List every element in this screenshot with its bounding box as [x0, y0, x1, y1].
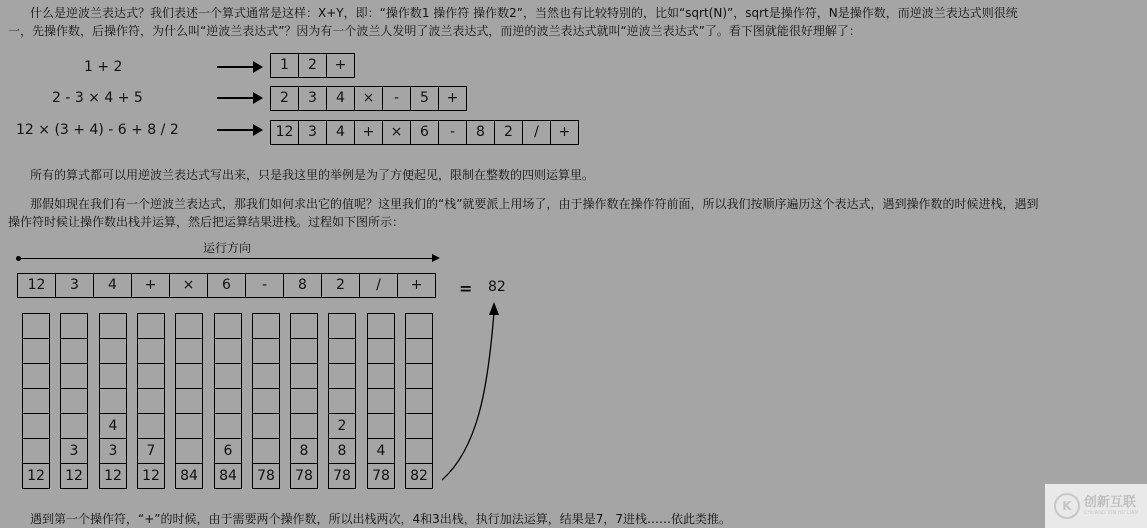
stack-snapshot	[99, 313, 127, 489]
stack-cell: 4	[368, 439, 394, 464]
watermark-logo-icon: K	[1054, 493, 1080, 519]
watermark	[1045, 484, 1147, 528]
stack-cell	[61, 414, 87, 439]
stack-cell: 12	[142, 468, 160, 484]
example-infix-3: 12 × (3 + 4) - 6 + 8 / 2	[16, 122, 179, 138]
stack-cell	[329, 389, 355, 414]
postfix-token: -	[439, 121, 467, 144]
stack-cell	[406, 364, 432, 389]
postfix-token: 2	[271, 87, 299, 110]
stack-cell	[61, 314, 87, 339]
stack-cell	[406, 439, 432, 464]
evaluation-token: 3	[56, 274, 94, 297]
evaluation-postfix-row	[17, 273, 436, 298]
stack-cell	[100, 314, 126, 339]
stack-cell	[215, 314, 241, 339]
stack-cell	[253, 389, 279, 414]
stack-cell	[329, 339, 355, 364]
postfix-token: 2	[299, 54, 327, 77]
stack-snapshot	[22, 313, 50, 489]
stack-cell: 12	[27, 468, 45, 484]
stack-cell: 78	[295, 468, 313, 484]
stack-cell: 7	[138, 439, 164, 464]
stack-cell: 84	[180, 468, 198, 484]
stack-cell: 78	[372, 468, 390, 484]
stack-cell: 78	[333, 468, 351, 484]
direction-arrowhead	[432, 254, 440, 262]
stack-cell: 6	[215, 439, 241, 464]
stack-cell	[176, 389, 202, 414]
example-arrow-2	[217, 97, 261, 99]
postfix-token: ×	[355, 87, 383, 110]
stack-cell	[253, 339, 279, 364]
stack-cell	[253, 439, 279, 464]
footer-line: 遇到第一个操作符，“+”的时候，由于需要两个操作数，所以出栈两次，4和3出栈，执行加法运算，结果是7，7进栈……依此类推。	[30, 512, 732, 526]
evaluation-line-2: 操作符时候让操作数出栈并运算，然后把运算结果进栈。过程如下图所示：	[8, 215, 405, 229]
stack-cell	[138, 414, 164, 439]
stack-cell	[138, 339, 164, 364]
stack-cell	[215, 364, 241, 389]
stack-cell	[368, 414, 394, 439]
result-curve-arrow	[438, 298, 518, 488]
stack-cell	[368, 339, 394, 364]
stack-cell	[61, 364, 87, 389]
postfix-token: +	[327, 54, 355, 77]
stack-cell	[176, 314, 202, 339]
evaluation-token: +	[398, 274, 436, 297]
stack-snapshot	[137, 313, 165, 489]
example-postfix-3	[270, 120, 579, 145]
stack-cell	[329, 314, 355, 339]
evaluation-token: 6	[208, 274, 246, 297]
stack-cell	[100, 364, 126, 389]
stack-cell: 78	[257, 468, 275, 484]
stack-snapshot	[367, 313, 395, 489]
stack-cell	[291, 314, 317, 339]
postfix-token: 12	[271, 121, 299, 144]
stack-cell	[23, 414, 49, 439]
stack-snapshot	[328, 313, 356, 489]
postfix-token: 2	[495, 121, 523, 144]
stack-cell	[61, 339, 87, 364]
evaluation-line-1: 那假如现在我们有一个逆波兰表达式，那我们如何求出它的值呢？这里我们的“栈”就要派上用场了，由于操作数在操作符前面，所以我们按顺序遍历这个表达式，遇到操作数的时候进栈，遇到	[30, 197, 1039, 211]
stack-cell	[406, 414, 432, 439]
stack-cell	[215, 339, 241, 364]
example-infix-1: 1 + 2	[84, 59, 123, 75]
postfix-token: 4	[327, 121, 355, 144]
stack-snapshot	[405, 313, 433, 489]
stack-cell	[253, 314, 279, 339]
stack-cell	[61, 389, 87, 414]
intro-line-2: 一，先操作数，后操作符，为什么叫“逆波兰表达式”？因为有一个波兰人发明了波兰表达式，而逆的波兰表达式就叫“逆波兰表达式”了。看下图就能很好理解了：	[8, 24, 861, 38]
stack-cell	[368, 364, 394, 389]
stack-cell	[138, 389, 164, 414]
example-infix-2: 2 - 3 × 4 + 5	[52, 90, 143, 106]
evaluation-token: 2	[322, 274, 360, 297]
stack-cell	[176, 364, 202, 389]
stack-cell: 2	[329, 414, 355, 439]
stack-cell	[406, 389, 432, 414]
example-arrow-3	[217, 129, 261, 131]
postfix-token: +	[551, 121, 579, 144]
watermark-subtitle: CHUANG XIN HU LIAN	[1083, 510, 1139, 516]
stack-cell	[368, 314, 394, 339]
postfix-token: 3	[299, 121, 327, 144]
result-value: 82	[488, 279, 506, 295]
stack-cell	[23, 364, 49, 389]
stack-cell: 3	[61, 439, 87, 464]
stack-cell: 4	[100, 414, 126, 439]
evaluation-token: /	[360, 274, 398, 297]
stack-cell	[100, 389, 126, 414]
postfix-token: +	[439, 87, 467, 110]
example-postfix-1	[270, 53, 355, 78]
stack-cell	[368, 389, 394, 414]
example-arrow-1	[217, 66, 261, 68]
stack-cell	[138, 314, 164, 339]
postfix-token: 8	[467, 121, 495, 144]
stack-snapshot	[60, 313, 88, 489]
evaluation-token: 12	[18, 274, 56, 297]
stack-cell	[406, 339, 432, 364]
stack-snapshot	[214, 313, 242, 489]
stack-cell: 8	[329, 439, 355, 464]
stack-snapshot	[175, 313, 203, 489]
stack-cell	[253, 414, 279, 439]
direction-label: 运行方向	[203, 241, 252, 255]
stack-cell: 3	[100, 439, 126, 464]
stack-cell	[138, 364, 164, 389]
stack-cell	[291, 339, 317, 364]
stack-cell	[23, 314, 49, 339]
stack-cell: 12	[65, 468, 83, 484]
all-expressions-line: 所有的算式都可以用逆波兰表达式写出来，只是我这里的举例是为了方便起见，限制在整数的四则运算里。	[30, 168, 595, 182]
stack-cell	[291, 364, 317, 389]
stack-cell	[253, 364, 279, 389]
stack-snapshot	[252, 313, 280, 489]
stack-cell	[329, 364, 355, 389]
postfix-token: 4	[327, 87, 355, 110]
evaluation-token: 8	[284, 274, 322, 297]
postfix-token: ×	[383, 121, 411, 144]
evaluation-token: -	[246, 274, 284, 297]
stack-cell: 12	[104, 468, 122, 484]
evaluation-token: 4	[94, 274, 132, 297]
stack-cell	[176, 439, 202, 464]
stack-cell	[215, 389, 241, 414]
postfix-token: 5	[411, 87, 439, 110]
postfix-token: -	[383, 87, 411, 110]
watermark-name: 创新互联	[1083, 495, 1136, 510]
postfix-token: 3	[299, 87, 327, 110]
stack-cell	[291, 389, 317, 414]
example-postfix-2	[270, 86, 467, 111]
equals-sign: =	[459, 279, 473, 298]
stack-cell	[100, 339, 126, 364]
stack-cell: 8	[291, 439, 317, 464]
stack-cell	[406, 314, 432, 339]
stack-cell: 84	[219, 468, 237, 484]
postfix-token: 6	[411, 121, 439, 144]
stack-cell	[291, 414, 317, 439]
stack-cell	[176, 414, 202, 439]
direction-line	[18, 258, 432, 259]
postfix-token: +	[355, 121, 383, 144]
evaluation-token: +	[132, 274, 170, 297]
stack-cell: 82	[410, 468, 428, 484]
evaluation-token: ×	[170, 274, 208, 297]
postfix-token: /	[523, 121, 551, 144]
stack-cell	[23, 389, 49, 414]
stack-cell	[23, 439, 49, 464]
stack-cell	[176, 339, 202, 364]
stack-cell	[215, 414, 241, 439]
intro-line-1: 什么是逆波兰表达式？我们表述一个算式通常是这样：X+Y，即：“操作数1 操作符 操作数2”，当然也有比较特别的，比如“sqrt(N)”，sqrt是操作符，N是操作数，而逆波兰表达式则很统	[30, 6, 1018, 20]
postfix-token: 1	[271, 54, 299, 77]
stack-cell	[23, 339, 49, 364]
stack-snapshot	[290, 313, 318, 489]
